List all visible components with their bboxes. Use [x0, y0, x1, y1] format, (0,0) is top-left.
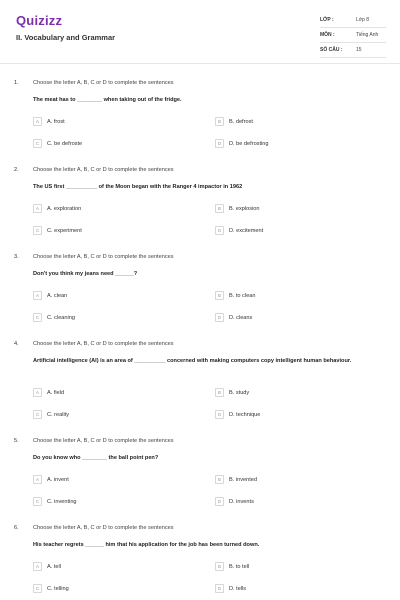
option-c[interactable] [33, 313, 75, 322]
option-text: B. study [229, 389, 250, 396]
option-c[interactable] [33, 226, 82, 235]
option-a[interactable] [33, 562, 61, 571]
option-b[interactable] [215, 562, 249, 571]
meta-label: MÔN : [320, 32, 335, 38]
question-instruction: Choose the letter A, B, C or D to complete the sentences [33, 341, 174, 347]
question-instruction: Choose the letter A, B, C or D to complete the sentences [33, 525, 174, 531]
question-instruction: Choose the letter A, B, C or D to complete the sentences [33, 438, 174, 444]
option-c[interactable] [33, 497, 77, 506]
question-number: 2. [14, 167, 19, 173]
option-letter-box: C [33, 410, 42, 419]
option-text: D. tells [229, 585, 247, 592]
option-text: C. telling [47, 585, 69, 592]
meta-value: Lớp 8 [356, 17, 370, 23]
option-text: A. clean [47, 292, 68, 299]
header-divider [0, 63, 400, 64]
option-text: D. excitement [229, 227, 264, 234]
option-text: B. invented [229, 476, 257, 483]
option-text: D. invents [229, 498, 254, 505]
question-sentence: Artificial intelligence (AI) is an area of __________ concerned with making computers copy intelligent human behaviour. [33, 358, 352, 364]
option-letter-box: A [33, 291, 42, 300]
question-number: 4. [14, 341, 19, 347]
option-letter-box: C [33, 226, 42, 235]
option-text: A. tell [47, 563, 61, 570]
option-text: B. explosion [229, 205, 260, 212]
meta-value: 15 [356, 47, 362, 53]
quizizz-logo: Quizizz [16, 13, 63, 28]
option-letter-box: B [215, 204, 224, 213]
option-d[interactable] [215, 139, 269, 148]
question-sentence: Don't you think my jeans need ______? [33, 271, 138, 277]
meta-value: Tiếng Anh [356, 32, 379, 38]
option-letter-box: B [215, 291, 224, 300]
option-text: A. frost [47, 118, 65, 125]
question-instruction: Choose the letter A, B, C or D to complete the sentences [33, 254, 174, 260]
option-b[interactable] [215, 475, 257, 484]
option-a[interactable] [33, 291, 67, 300]
option-text: A. invent [47, 476, 69, 483]
option-text: B. to clean [229, 292, 256, 299]
option-letter-box: D [215, 313, 224, 322]
section-title: II. Vocabulary and Grammar [16, 33, 116, 42]
option-letter-box: A [33, 475, 42, 484]
option-text: C. experiment [47, 227, 82, 234]
option-c[interactable] [33, 410, 69, 419]
option-text: D. technique [229, 411, 261, 418]
option-d[interactable] [215, 497, 254, 506]
option-text: D. be defrosting [229, 140, 269, 147]
option-d[interactable] [215, 584, 246, 593]
worksheet-meta [320, 13, 386, 58]
option-a[interactable] [33, 388, 64, 397]
option-letter-box: A [33, 204, 42, 213]
question-sentence: His teacher regrets ______ him that his application for the job has been turned down. [33, 542, 260, 548]
option-letter-box: A [33, 117, 42, 126]
option-letter-box: D [215, 410, 224, 419]
option-letter-box: C [33, 139, 42, 148]
question-number: 6. [14, 525, 19, 531]
option-letter-box: D [215, 139, 224, 148]
option-text: B. defrost [229, 118, 253, 125]
meta-row-subject [320, 28, 386, 43]
option-c[interactable] [33, 584, 69, 593]
option-d[interactable] [215, 410, 260, 419]
meta-row-class [320, 13, 386, 28]
option-b[interactable] [215, 291, 255, 300]
option-c[interactable] [33, 139, 82, 148]
option-a[interactable] [33, 204, 81, 213]
option-a[interactable] [33, 117, 65, 126]
option-letter-box: B [215, 388, 224, 397]
meta-label: SỐ CÂU : [320, 47, 343, 53]
option-letter-box: D [215, 584, 224, 593]
option-letter-box: B [215, 475, 224, 484]
question-instruction: Choose the letter A, B, C or D to complete the sentences [33, 80, 174, 86]
option-letter-box: D [215, 226, 224, 235]
option-text: C. be defroste [47, 140, 83, 147]
option-letter-box: C [33, 584, 42, 593]
option-text: C. cleaning [47, 314, 75, 321]
option-letter-box: C [33, 497, 42, 506]
option-text: D. cleans [229, 314, 253, 321]
question-sentence: The US first __________ of the Moon began with the Ranger 4 impactor in 1962 [33, 184, 243, 190]
question-sentence: The meat has to ________ when taking out of the fridge. [33, 97, 182, 103]
option-text: B. to tell [229, 563, 250, 570]
question-number: 5. [14, 438, 19, 444]
question-instruction: Choose the letter A, B, C or D to complete the sentences [33, 167, 174, 173]
meta-row-count [320, 43, 386, 58]
question-sentence: Do you know who ________ the ball point pen? [33, 455, 159, 461]
question-number: 3. [14, 254, 19, 260]
option-letter-box: C [33, 313, 42, 322]
option-b[interactable] [215, 117, 253, 126]
option-letter-box: B [215, 117, 224, 126]
option-text: C. inventing [47, 498, 77, 505]
option-text: A. field [47, 389, 65, 396]
option-b[interactable] [215, 204, 259, 213]
meta-label: LỚP : [320, 17, 334, 23]
option-d[interactable] [215, 313, 252, 322]
option-text: A. exploration [47, 205, 82, 212]
option-letter-box: A [33, 562, 42, 571]
option-letter-box: A [33, 388, 42, 397]
option-letter-box: B [215, 562, 224, 571]
option-b[interactable] [215, 388, 249, 397]
option-letter-box: D [215, 497, 224, 506]
option-d[interactable] [215, 226, 263, 235]
question-number: 1. [14, 80, 19, 86]
option-a[interactable] [33, 475, 69, 484]
option-text: C. reality [47, 411, 70, 418]
